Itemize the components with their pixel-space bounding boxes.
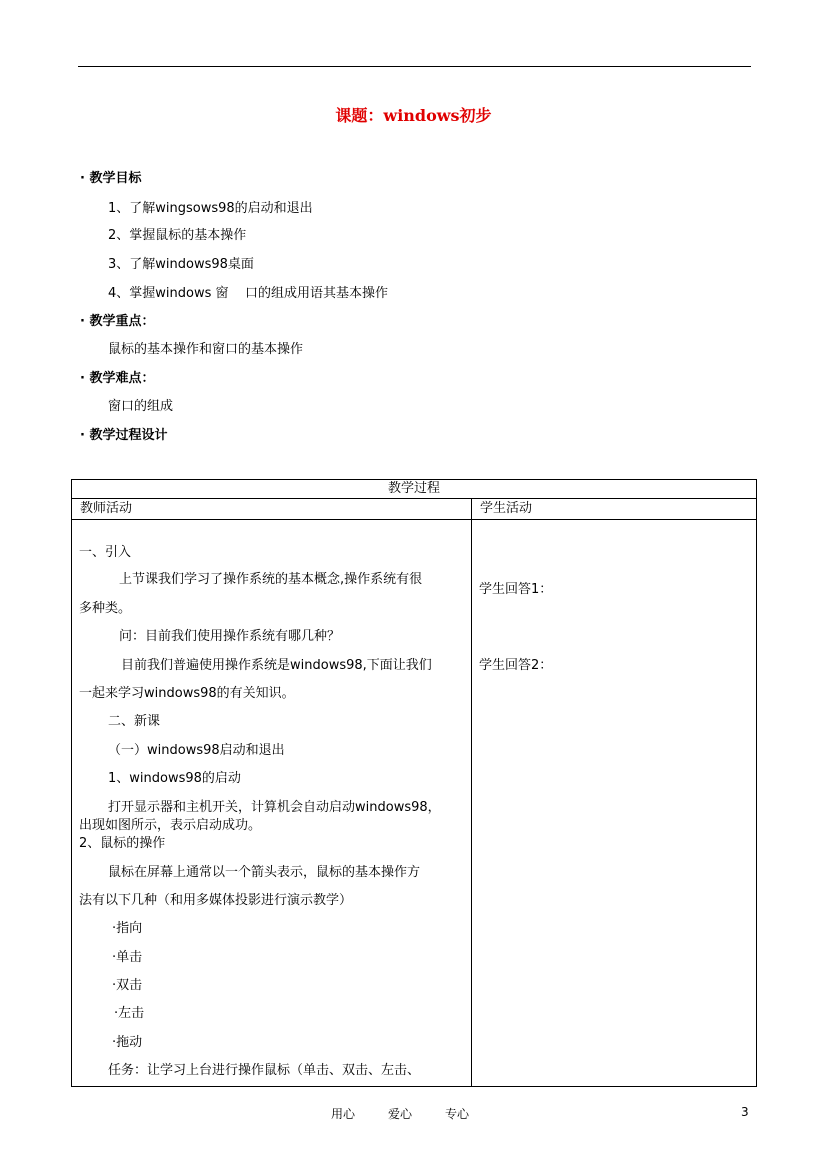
difficulty-text: 窗口的组成: [108, 399, 174, 414]
teacher-line: 任务：让学习上台进行操作鼠标（单击、双击、左击、: [108, 1063, 421, 1078]
teacher-column-header: 教师活动: [72, 499, 472, 520]
header-rule: [78, 66, 751, 67]
teacher-line: 打开显示器和主机开关，计算机会自动启动windows98，: [108, 800, 441, 815]
goal-item: 1、了解wingsows98的启动和退出: [108, 201, 313, 216]
student-line: 学生回答2：: [479, 658, 553, 673]
goals-heading: · 教学目标: [80, 171, 142, 186]
page-number: 3: [741, 1105, 749, 1119]
teacher-line: ·单击: [112, 950, 143, 965]
key-text: 鼠标的基本操作和窗口的基本操作: [108, 342, 304, 357]
process-table: [71, 479, 757, 1087]
key-heading: · 教学重点：: [80, 314, 155, 329]
footer-motto-1: 用心: [331, 1107, 356, 1121]
teacher-line: 多种类。: [79, 601, 132, 616]
teacher-line: 鼠标在屏幕上通常以一个箭头表示，鼠标的基本操作方: [108, 865, 421, 880]
table-header: 教学过程: [72, 480, 757, 499]
difficulty-heading: · 教学难点：: [80, 371, 155, 386]
teacher-line: 1、windows98的启动: [108, 771, 241, 786]
goal-item: 4、掌握windows 窗 口的组成用语其基本操作: [108, 286, 389, 301]
teacher-line: 2、鼠标的操作: [79, 836, 166, 851]
footer-motto-3: 专心: [445, 1107, 470, 1121]
process-heading: · 教学过程设计: [80, 428, 168, 443]
student-activity-cell: [472, 520, 757, 1087]
teacher-line: ·拖动: [112, 1035, 143, 1050]
teacher-line: ·指向: [112, 921, 143, 936]
goal-item: 2、掌握鼠标的基本操作: [108, 228, 247, 243]
teacher-line: 法有以下几种（和用多媒体投影进行演示教学）: [79, 893, 353, 908]
footer-motto-2: 爱心: [388, 1107, 413, 1121]
teacher-line: ·双击: [112, 978, 143, 993]
teacher-activity-cell: [72, 520, 472, 1087]
teacher-line: 二、新课: [108, 714, 161, 729]
student-line: 学生回答1：: [479, 582, 553, 597]
page-title: 课题：windows初步: [335, 106, 492, 125]
goal-item: 3、了解windows98桌面: [108, 257, 254, 272]
teacher-line: 上节课我们学习了操作系统的基本概念,操作系统有很: [119, 572, 423, 587]
teacher-line: ·左击: [114, 1006, 145, 1021]
student-column-header: 学生活动: [472, 499, 757, 520]
teacher-line: 问：目前我们使用操作系统有哪几种？: [119, 629, 341, 644]
teacher-line: 出现如图所示，表示启动成功。: [79, 818, 262, 833]
teacher-line: 一起来学习windows98的有关知识。: [79, 686, 295, 701]
teacher-line: 目前我们普遍使用操作系统是windows98,下面让我们: [121, 658, 432, 673]
teacher-line: （一）windows98启动和退出: [108, 743, 285, 758]
teacher-line: 一、引入: [79, 545, 132, 560]
